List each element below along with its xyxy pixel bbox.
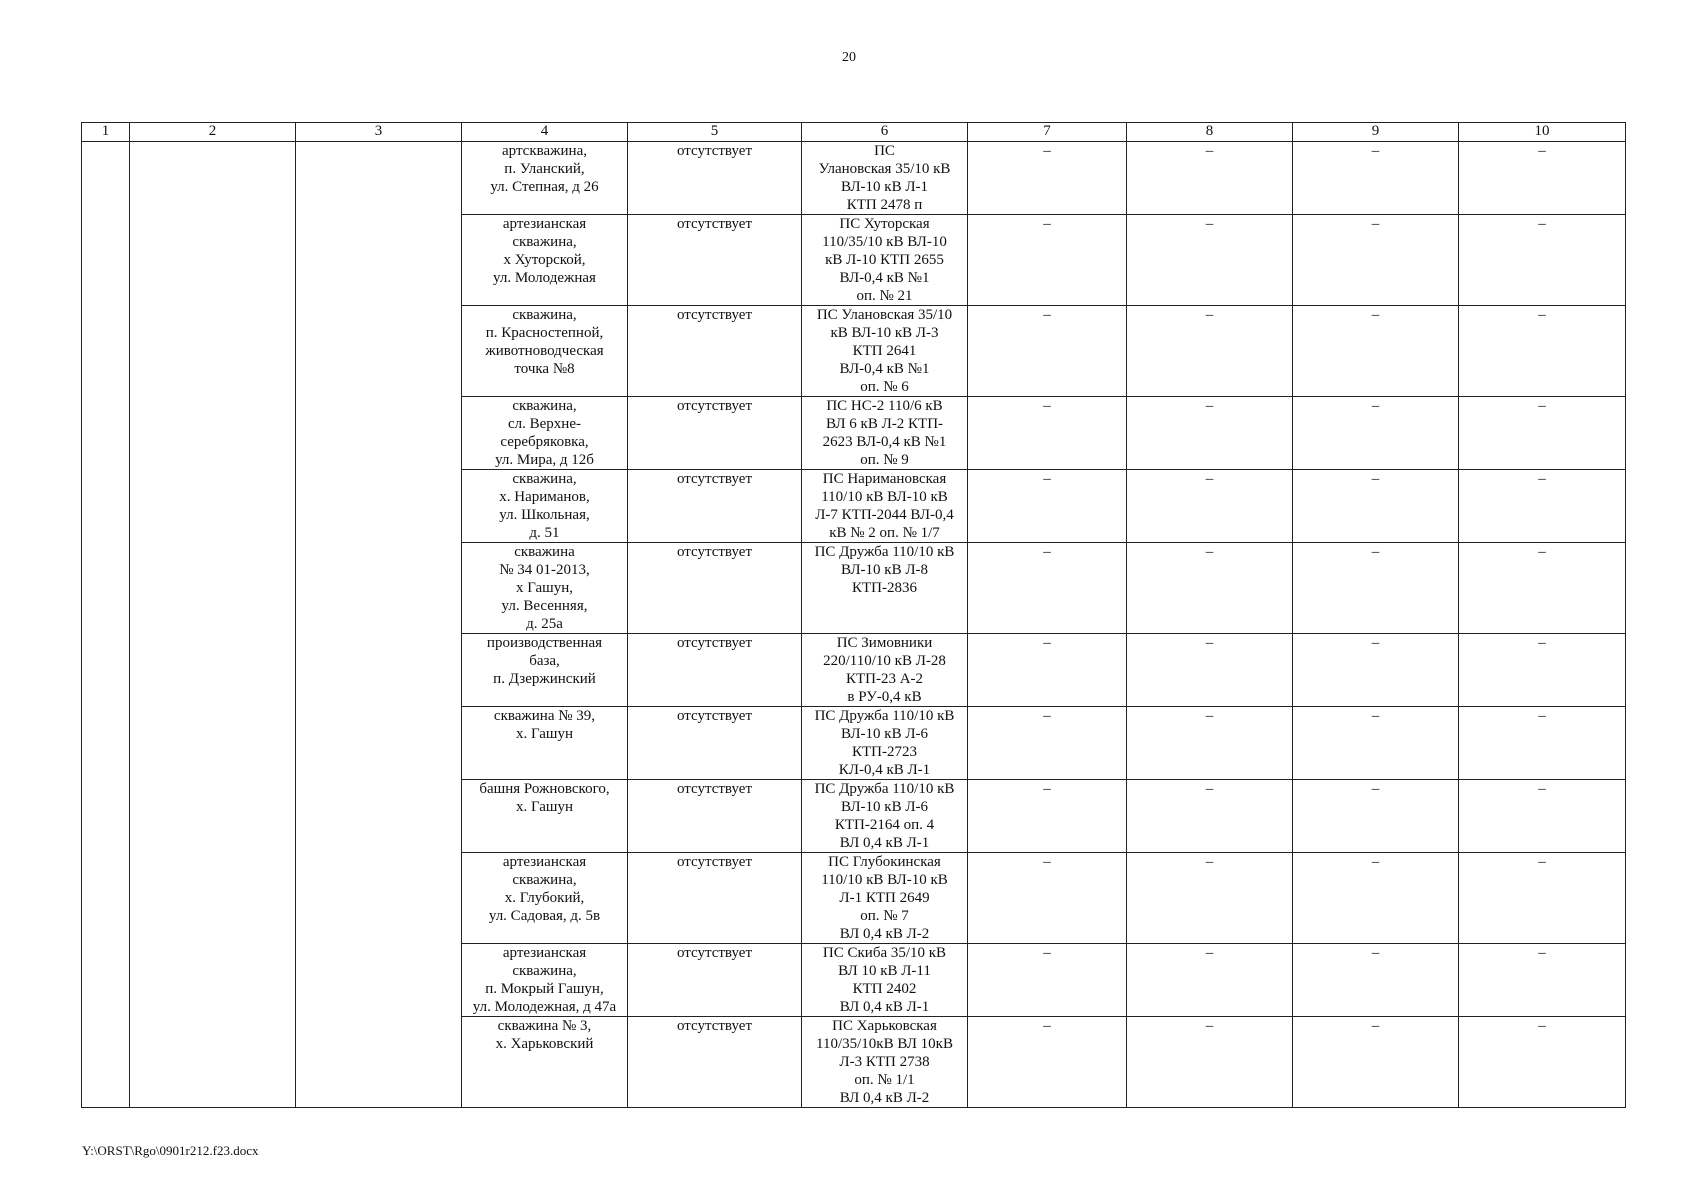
dash-cell: – [1293,1017,1459,1108]
dash-cell: – [1127,397,1293,470]
dash-cell: – [1459,634,1626,707]
column-header: 8 [1127,123,1293,142]
supply-line: Улановская 35/10 кВ [818,161,951,177]
object-line: артезианская [502,216,587,232]
object-line: башня Рожновского, [479,781,610,797]
status-cell: отсутствует [628,1017,802,1108]
object-cell [462,543,628,634]
object-line: скважина, [512,234,577,250]
dash-cell: – [1293,215,1459,306]
supply-line: оп. № 7 [860,908,909,924]
object-line: скважина, [512,872,577,888]
object-line: п. Красностепной, [485,325,604,341]
object-line: п. Дзержинский [493,671,596,687]
supply-line: ПС Скиба 35/10 кВ [822,945,947,961]
column-header: 7 [968,123,1127,142]
column-header: 10 [1459,123,1626,142]
supply-line: Л-1 КТП 2649 [839,890,930,906]
supply-line: 110/35/10 кВ ВЛ-10 [822,234,947,250]
supply-line: ВЛ-10 кВ Л-6 [840,726,929,742]
object-line: артскважина, [501,143,587,159]
supply-line: ПС Зимовники [836,635,933,651]
object-cell [462,215,628,306]
supply-line: ПС Хуторская [839,216,930,232]
dash-cell: – [1459,397,1626,470]
object-cell [462,707,628,780]
supply-line: ВЛ 0,4 кВ Л-1 [839,835,930,851]
object-line: точка №8 [514,361,575,377]
dash-cell: – [1293,944,1459,1017]
object-line: скважина [514,544,575,560]
object-cell [462,397,628,470]
dash-cell: – [1293,780,1459,853]
supply-line: ВЛ-0,4 кВ №1 [839,270,930,286]
dash-cell: – [1127,853,1293,944]
supply-line: Л-3 КТП 2738 [839,1054,930,1070]
dash-cell: – [1293,306,1459,397]
supply-line: КЛ-0,4 кВ Л-1 [838,762,931,778]
dash-cell: – [1459,780,1626,853]
status-cell: отсутствует [628,853,802,944]
object-line: сл. Верхне- [508,416,581,432]
power-supply-cell [802,215,968,306]
supply-line: ВЛ-10 кВ Л-6 [840,799,929,815]
object-line: ул. Молодежная, д 47а [472,999,617,1015]
object-line: № 34 01-2013, [499,562,590,578]
dash-cell: – [1293,634,1459,707]
object-line: производственная [486,635,603,651]
supply-line: кВ Л-10 КТП 2655 [825,252,944,268]
dash-cell: – [1127,142,1293,215]
dash-cell: – [968,142,1127,215]
dash-cell: – [1127,944,1293,1017]
power-supply-cell [802,470,968,543]
supply-line: ВЛ 0,4 кВ Л-2 [839,926,930,942]
page-number: 20 [842,50,856,65]
power-supply-cell [802,306,968,397]
dash-cell: – [1459,215,1626,306]
dash-cell: – [1127,306,1293,397]
power-supply-cell [802,1017,968,1108]
dash-cell: – [1127,707,1293,780]
table-row [82,142,1626,215]
dash-cell: – [1459,306,1626,397]
dash-cell: – [968,634,1127,707]
column-2-cell [130,142,296,1108]
dash-cell: – [1293,397,1459,470]
supply-line: в РУ-0,4 кВ [847,689,922,705]
object-line: х. Гашун [515,799,574,815]
status-cell: отсутствует [628,397,802,470]
dash-cell: – [968,780,1127,853]
object-cell [462,634,628,707]
dash-cell: – [1293,543,1459,634]
object-line: ул. Мира, д 12б [495,452,594,468]
object-cell [462,306,628,397]
column-3-cell [296,142,462,1108]
dash-cell: – [1459,142,1626,215]
supply-line: Л-7 КТП-2044 ВЛ-0,4 [815,507,954,523]
object-cell [462,780,628,853]
supply-line: ПС Харьковская [832,1018,937,1034]
status-cell: отсутствует [628,470,802,543]
supply-line: ВЛ 6 кВ Л-2 КТП- [825,416,944,432]
dash-cell: – [968,707,1127,780]
supply-line: 220/110/10 кВ Л-28 [823,653,946,669]
column-header: 6 [802,123,968,142]
supply-line: ВЛ-0,4 кВ №1 [839,361,930,377]
object-line: х. Нариманов, [499,489,590,505]
supply-line: КТП-2164 оп. 4 [834,817,935,833]
dash-cell: – [1127,634,1293,707]
status-cell: отсутствует [628,707,802,780]
column-header: 5 [628,123,802,142]
object-line: серебряковка, [500,434,589,450]
dash-cell: – [968,397,1127,470]
object-line: база, [529,653,560,669]
object-line: п. Мокрый Гашун, [485,981,604,997]
object-line: животноводческая [485,343,604,359]
object-line: скважина, [512,398,577,414]
supply-line: ВЛ 0,4 кВ Л-1 [839,999,930,1015]
dash-cell: – [968,470,1127,543]
object-line: ул. Весенняя, [501,598,588,614]
supply-line: 110/10 кВ ВЛ-10 кВ [821,872,948,888]
supply-line: кВ № 2 оп. № 1/7 [829,525,940,541]
object-cell [462,1017,628,1108]
dash-cell: – [1459,470,1626,543]
supply-line: ВЛ 10 кВ Л-11 [838,963,931,979]
dash-cell: – [968,1017,1127,1108]
dash-cell: – [968,944,1127,1017]
dash-cell: – [1459,707,1626,780]
power-supply-cell [802,634,968,707]
status-cell: отсутствует [628,944,802,1017]
object-line: х. Глубокий, [504,890,585,906]
status-cell: отсутствует [628,142,802,215]
object-line: скважина, [512,307,577,323]
object-line: д. 25а [526,616,563,632]
object-line: д. 51 [529,525,560,541]
supply-line: ВЛ 0,4 кВ Л-2 [839,1090,930,1106]
supply-line: ВЛ-10 кВ Л-1 [840,179,929,195]
object-line: скважина, [512,471,577,487]
object-line: артезианская [502,854,587,870]
supply-line: ПС Улановская 35/10 [816,307,953,323]
status-cell: отсутствует [628,306,802,397]
supply-line: КТП-23 А-2 [845,671,924,687]
dash-cell: – [1459,944,1626,1017]
object-cell [462,853,628,944]
object-line: скважина № 39, [493,708,596,724]
supply-line: ПС [874,143,895,159]
dash-cell: – [1293,142,1459,215]
status-cell: отсутствует [628,215,802,306]
object-cell [462,470,628,543]
supply-line: оп. № 6 [860,379,909,395]
table-body [82,142,1626,1108]
file-path-footer: Y:\ORST\Rgo\0901r212.f23.docx [82,1143,259,1158]
power-supply-cell [802,543,968,634]
dash-cell: – [968,543,1127,634]
object-line: скважина № 3, [497,1018,592,1034]
object-line: х Хуторской, [503,252,586,268]
column-1-cell [82,142,130,1108]
power-supply-cell [802,397,968,470]
supply-line: ВЛ-10 кВ Л-8 [840,562,929,578]
column-header: 1 [82,123,130,142]
dash-cell: – [1127,1017,1293,1108]
object-line: скважина, [512,963,577,979]
dash-cell: – [1127,543,1293,634]
supply-line: КТП 2641 [852,343,917,359]
supply-line: ПС Дружба 110/10 кВ [814,544,955,560]
object-line: п. Уланский, [504,161,585,177]
object-line: х. Харьковский [495,1036,594,1052]
supply-line: кВ ВЛ-10 кВ Л-3 [830,325,939,341]
dash-cell: – [1293,853,1459,944]
object-line: х Гашун, [515,580,574,596]
dash-cell: – [1127,470,1293,543]
dash-cell: – [968,853,1127,944]
status-cell: отсутствует [628,543,802,634]
dash-cell: – [1293,707,1459,780]
supply-line: 2623 ВЛ-0,4 кВ №1 [822,434,947,450]
dash-cell: – [968,215,1127,306]
object-line: ул. Степная, д 26 [490,179,599,195]
power-supply-cell [802,780,968,853]
supply-line: ПС Дружба 110/10 кВ [814,708,955,724]
dash-cell: – [968,306,1127,397]
supply-line: ПС Наримановская [822,471,947,487]
column-header: 2 [130,123,296,142]
supply-line: КТП-2836 [852,580,917,596]
supply-line: КТП 2402 [852,981,917,997]
dash-cell: – [1127,215,1293,306]
power-supply-cell [802,853,968,944]
column-header: 9 [1293,123,1459,142]
supply-line: 110/35/10кВ ВЛ 10кВ [816,1036,953,1052]
object-line: ул. Школьная, [499,507,590,523]
object-line: ул. Молодежная [493,270,596,286]
data-table [81,122,1626,1108]
supply-line: КТП 2478 п [846,197,923,213]
dash-cell: – [1459,853,1626,944]
object-line: артезианская [502,945,587,961]
column-number-row [82,123,1626,142]
dash-cell: – [1459,543,1626,634]
supply-line: оп. № 9 [860,452,909,468]
supply-line: ПС НС-2 110/6 кВ [826,398,943,414]
supply-line: ПС Глубокинская [828,854,941,870]
status-cell: отсутствует [628,780,802,853]
object-cell [462,142,628,215]
supply-line: 110/10 кВ ВЛ-10 кВ [821,489,948,505]
dash-cell: – [1459,1017,1626,1108]
supply-line: оп. № 21 [856,288,913,304]
supply-line: КТП-2723 [852,744,917,760]
power-supply-cell [802,944,968,1017]
object-line: х. Гашун [515,726,574,742]
dash-cell: – [1293,470,1459,543]
status-cell: отсутствует [628,634,802,707]
object-line: ул. Садовая, д. 5в [488,908,601,924]
object-cell [462,944,628,1017]
column-header: 3 [296,123,462,142]
column-header: 4 [462,123,628,142]
power-supply-cell [802,707,968,780]
supply-line: ПС Дружба 110/10 кВ [814,781,955,797]
power-supply-cell [802,142,968,215]
dash-cell: – [1127,780,1293,853]
supply-line: оп. № 1/1 [854,1072,915,1088]
